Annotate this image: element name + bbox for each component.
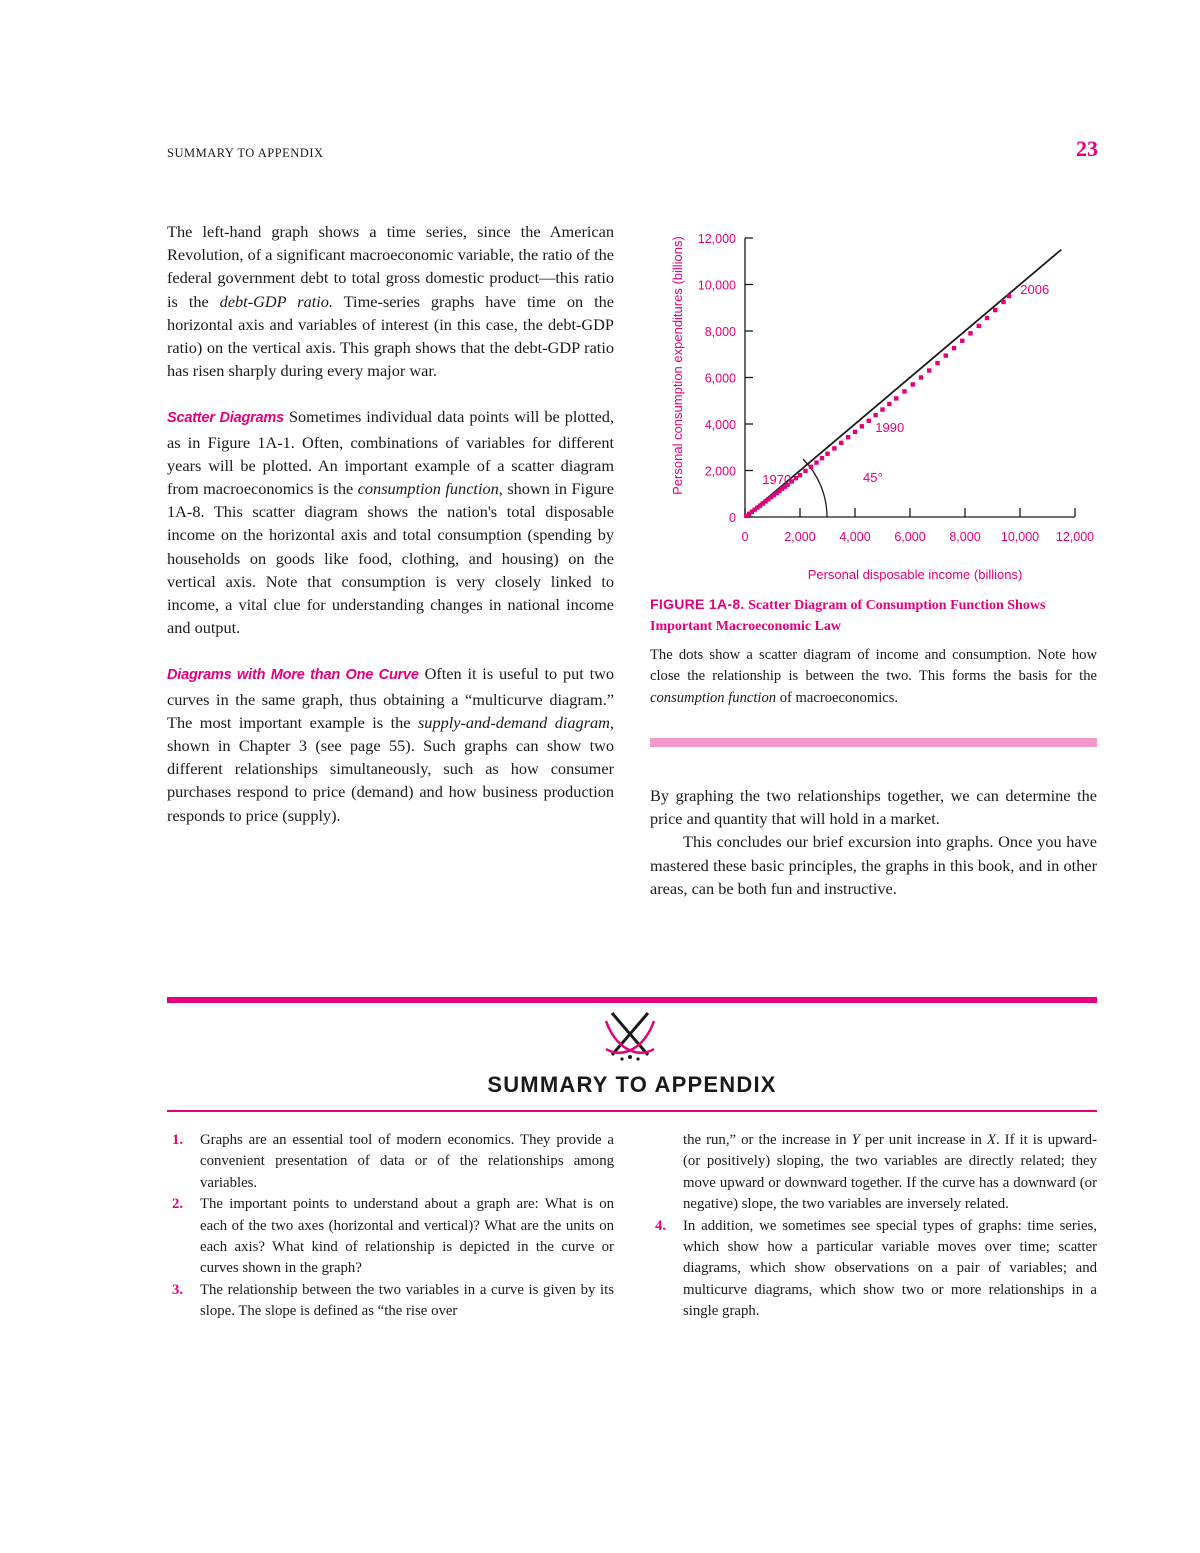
x-tick-label: 12,000 (1055, 530, 1095, 544)
y-tick-label: 2,000 (704, 464, 736, 479)
scatter-point (825, 452, 829, 456)
summary-item-continued: the run,” or the increase in Y per unit increase in X. If it is upward- (or positively) sloping, the two variables are directly related; they move upward or downward together. If the curve has a downward (or negative) slope, the two variables are inversely related. (683, 1132, 1097, 1213)
scatter-point (820, 456, 824, 460)
figure-end-bar (650, 738, 1097, 747)
scatter-point (952, 346, 956, 350)
running-head: SUMMARY TO APPENDIX (167, 146, 324, 160)
left-column (167, 220, 614, 827)
scatter-diagrams-heading: Scatter Diagrams (167, 410, 284, 427)
x-tick-label: 0 (741, 530, 749, 544)
right-column (650, 784, 1097, 900)
scatter-point (977, 324, 981, 328)
section-rule-thick (167, 997, 1097, 1003)
scatter-point (794, 476, 798, 480)
scatter-point (887, 402, 891, 406)
annotation-2006: 2006 (1020, 282, 1050, 298)
angle-arc (803, 459, 827, 517)
scatter-point (803, 469, 807, 473)
y-tick-label: 12,000 (697, 232, 736, 246)
x-tick-label: 10,000 (1000, 530, 1040, 544)
scatter-point (832, 446, 836, 450)
scatter-point (873, 413, 877, 417)
scatter-point (894, 396, 898, 400)
scatter-point (860, 424, 864, 428)
crossed-swords-icon (598, 1009, 662, 1065)
angle-label: 45° (863, 470, 883, 485)
reference-line-45 (745, 250, 1061, 517)
x-tick-label: 4,000 (839, 530, 871, 544)
summary-item: 1. Graphs are an essential tool of modern economics. They provide a convenient presentation of data or of the relationships among variables. (172, 1132, 614, 1191)
figure-title: Scatter Diagram of Consumption Function Shows Important Macroeconomic Law (650, 598, 1046, 634)
debt-gdp-term: debt-GDP ratio. (219, 291, 333, 311)
scatter-point (911, 382, 915, 386)
scatter-point (944, 353, 948, 357)
scatter-point (880, 407, 884, 411)
scatter-point (839, 441, 843, 445)
figure-caption (650, 594, 1097, 637)
scatter-point (960, 339, 964, 343)
x-tick-label: 8,000 (949, 530, 981, 544)
figure-label: FIGURE 1A-8. (650, 596, 745, 612)
y-axis-label: Personal consumption expenditures (billions) (670, 236, 685, 495)
scatter-point (867, 419, 871, 423)
scatter-point (985, 316, 989, 320)
y-tick-label: 4,000 (704, 418, 736, 432)
summary-right-column (650, 1130, 1097, 1323)
summary-item: 2. The important points to understand about a graph are: What is on each of the two axes (horizontal and vertical)? What are the units on each axis? What kind of relationship is depicted in the curve or curves shown in the graph? (172, 1196, 614, 1277)
paragraph-time-series: The left-hand graph shows a time series, since the American Revolution, of a significant macroeconomic variable, the ratio of the federal government debt to total gross domestic product—this ratio is the debt-GDP ratio. Time-series graphs have time on the horizontal axis and variables of interest (in this case, the debt-GDP ratio) on the vertical axis. This graph shows that the debt-GDP ratio has risen sharply during every major war. (167, 222, 614, 381)
scatter-point (809, 465, 813, 469)
x-tick-label: 2,000 (784, 530, 816, 544)
figure-description: The dots show a scatter diagram of income and consumption. Note how close the relationship is between the two. This forms the basis for the consumption function of macroeconomics. (650, 647, 1097, 706)
scatter-point (1001, 300, 1005, 304)
supply-demand-term: supply-and-demand diagram, (417, 712, 615, 732)
x-tick-label: 6,000 (894, 530, 926, 544)
x-axis-label: Personal disposable income (billions) (807, 567, 1023, 582)
y-tick-label: 0 (729, 511, 736, 525)
paragraph-scatter: Scatter Diagrams Sometimes individual data points will be plotted, as in Figure 1A-1. Often, combinations of variables for different years will be plotted. An important example of a scatter diagram from macroeconomics is the consumption function, shown in Figure 1A-8. This scatter diagram shows the nation's total disposable income on the horizontal axis and total consumption (spending by households on goods like food, clothing, and housing) on the vertical axis. Note that consumption is very closely linked to income, a vital clue for understanding changes in national income and output. (167, 407, 615, 638)
section-rule-thin (167, 1110, 1097, 1112)
paragraph-conclusion: This concludes our brief excursion into graphs. Once you have mastered these basic principles, the graphs in this book, and in other areas, can be both fun and instructive. (650, 832, 1097, 898)
y-tick-label: 6,000 (704, 371, 736, 386)
y-tick-label: 8,000 (704, 325, 736, 339)
page-number: 23 (1076, 136, 1098, 161)
paragraph-graphing-together: By graphing the two relationships together, we can determine the price and quantity that will hold in a market. (650, 786, 1097, 829)
multicurve-heading: Diagrams with More than One Curve (167, 667, 419, 684)
scatter-point (798, 473, 802, 477)
scatter-point (968, 331, 972, 335)
y-tick-label: 10,000 (697, 278, 736, 293)
scatter-point (919, 375, 923, 379)
scatter-point (814, 460, 818, 464)
paragraph-multicurve: Diagrams with More than One Curve Often it is useful to put two curves in the same graph, thus obtaining a “multicurve diagram.” The most important example is the supply-and-demand diagram, shown in Chapter 3 (see page 55). Such graphs can show two different relationships simultaneously, such as how consumer purchases respond to price (demand) and how business production responds to price (supply). (167, 664, 615, 825)
annotation-1970: 1970 (762, 471, 792, 487)
consumption-function-term: consumption function, (357, 479, 503, 499)
scatter-point (1007, 294, 1011, 298)
scatter-point (846, 435, 850, 439)
scatter-point (993, 308, 997, 312)
scatter-point (935, 361, 939, 365)
scatter-point (853, 430, 857, 434)
consumption-scatter-chart (650, 215, 1100, 590)
scatter-point (902, 389, 906, 393)
summary-title: SUMMARY TO APPENDIX (487, 1072, 777, 1097)
summary-left-column (167, 1130, 614, 1323)
annotation-1990: 1990 (875, 420, 905, 435)
scatter-point (927, 368, 931, 372)
summary-item: 4. In addition, we sometimes see special types of graphs: time series, which show how a particular variable moves over time; scatter diagrams, which show observations on a pair of variables; and multicurve diagrams, which show two or more relationships in a single graph. (655, 1217, 1097, 1320)
summary-item: 3. The relationship between the two variables in a curve is given by its slope. The slope is defined as “the rise over (172, 1281, 614, 1320)
